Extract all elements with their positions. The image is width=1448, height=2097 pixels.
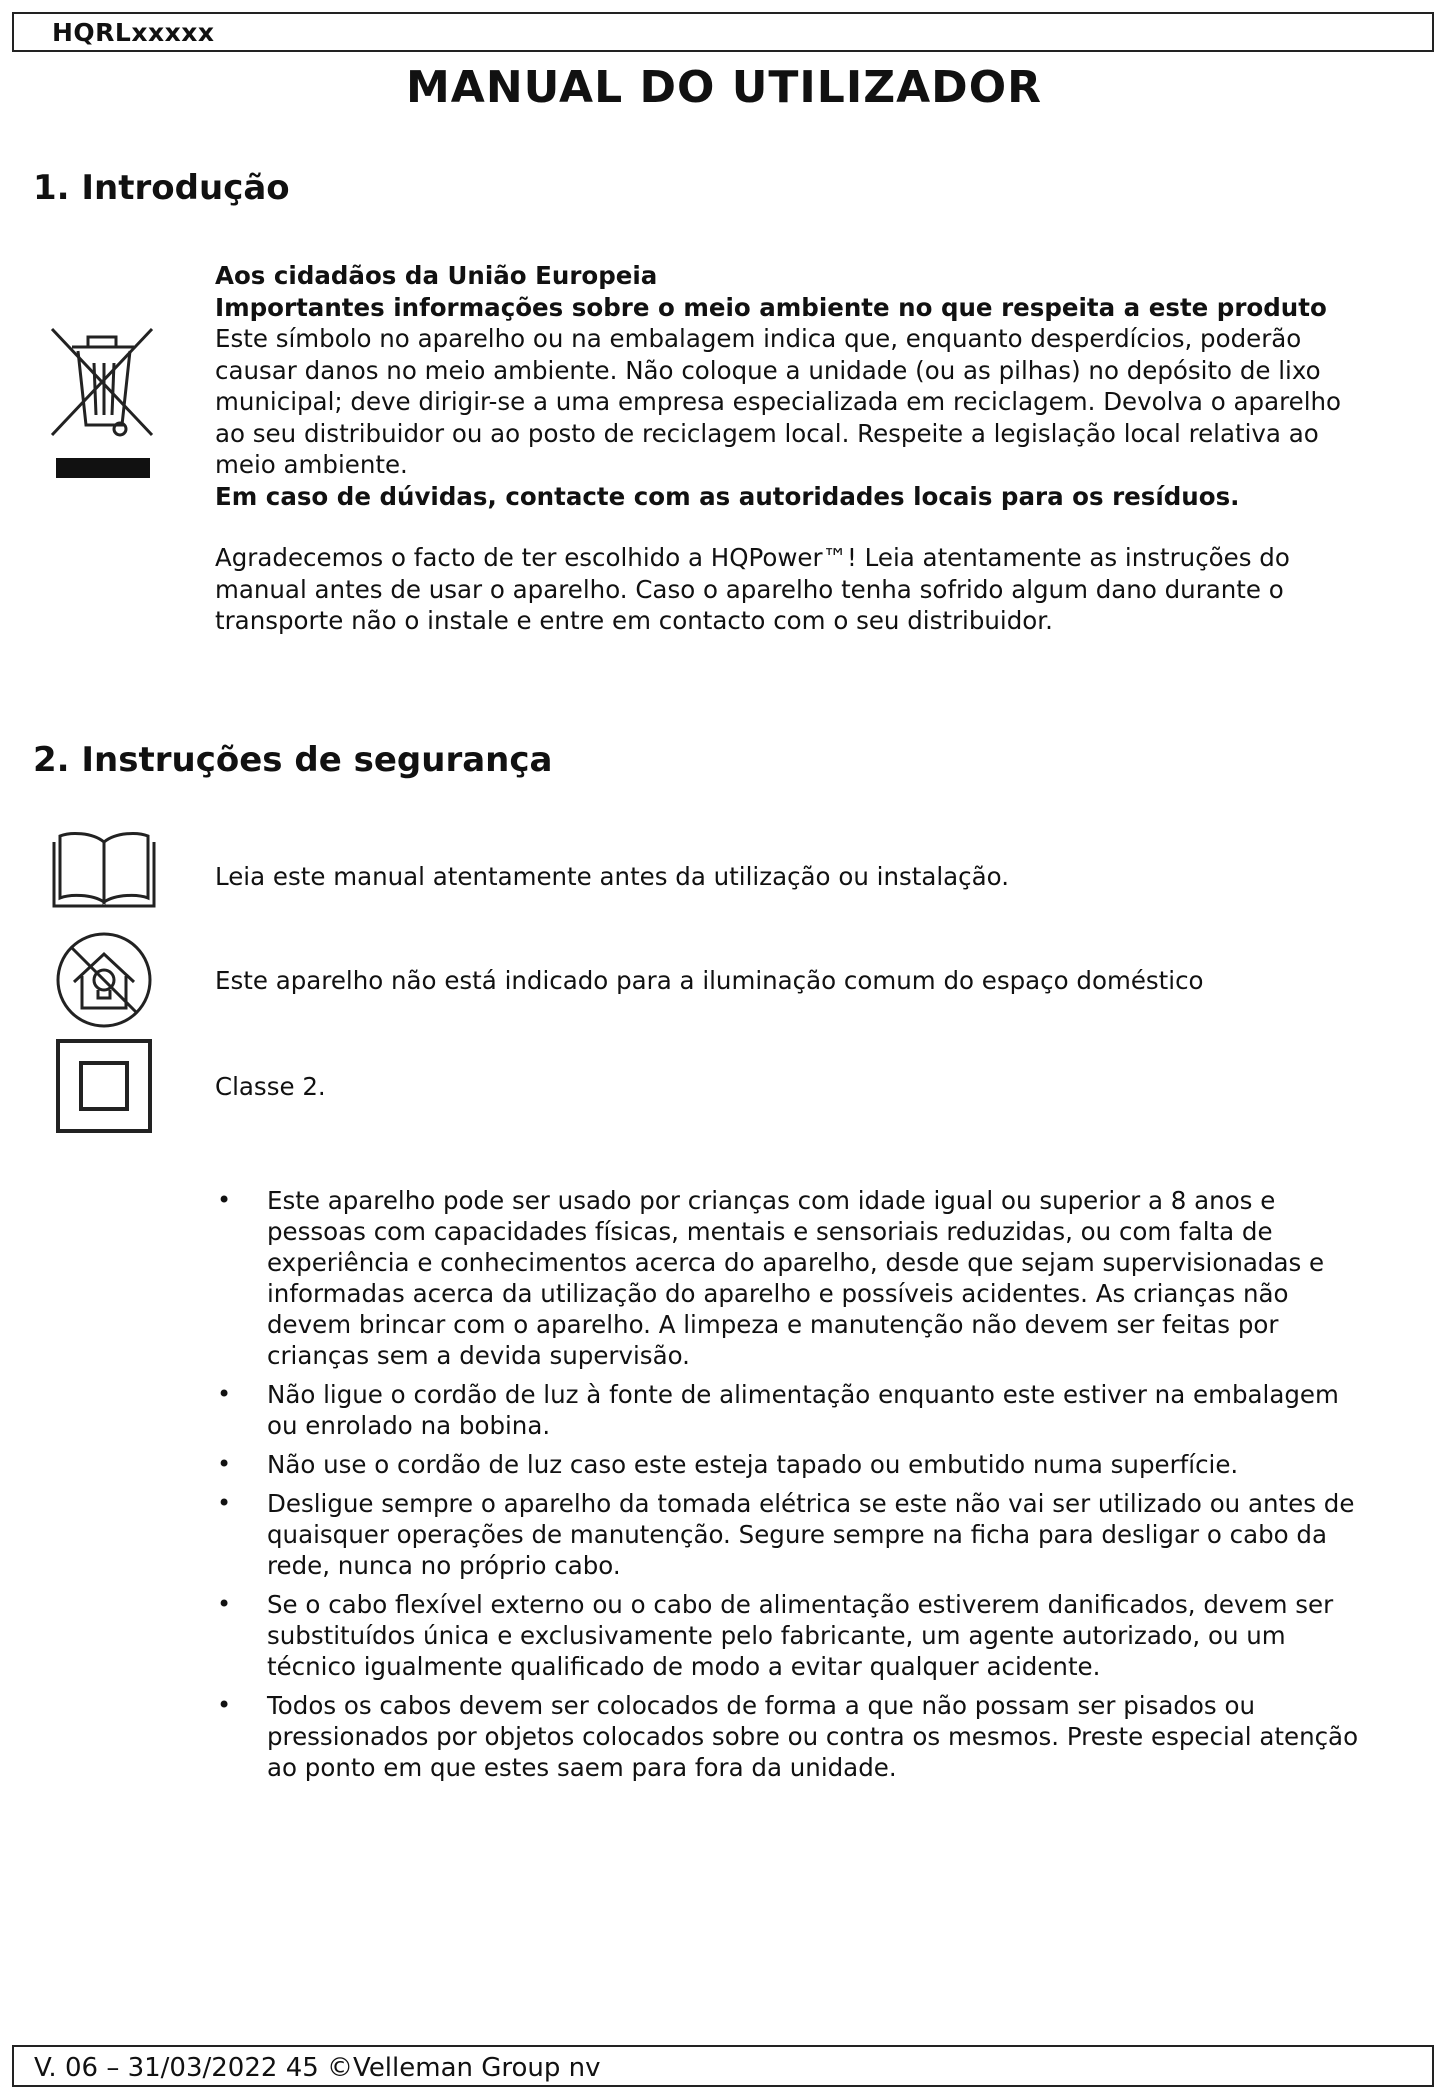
bullet-marker: • <box>217 1186 232 1214</box>
symbol-text-not-household: Este aparelho não está indicado para a iluminação comum do espaço doméstico <box>215 966 1204 995</box>
symbol-text-read-manual: Leia este manual atentamente antes da utilização ou instalação. <box>215 862 1010 891</box>
symbol-text-class-2: Classe 2. <box>215 1072 326 1101</box>
no-household-lighting-icon <box>52 930 156 1030</box>
list-item: • Não use o cordão de luz caso este esteja tapado ou embutido numa superfície. <box>217 1450 1239 1479</box>
class-2-double-square-icon <box>55 1038 153 1134</box>
eu-notice <box>215 260 1365 637</box>
footer-version: V. 06 – 31/03/2022 45 ©Velleman Group nv <box>34 2053 601 2083</box>
list-item: • Se o cabo flexível externo ou o cabo de alimentação estiverem danificados, devem ser substituídos única e exclusivamente pelo fabricante, um agente autorizado, ou um técnico igualmente qualificado de modo a evitar qualquer acidente. <box>217 1590 1334 1681</box>
eu-notice-subheading: Importantes informações sobre o meio ambiente no que respeita a este produto <box>215 292 1327 322</box>
bullet-marker: • <box>217 1380 232 1408</box>
list-item: • Este aparelho pode ser usado por crianças com idade igual ou superior a 8 anos e pessoas com capacidades físicas, mentais e sensoriais reduzidas, ou com falta de experiência e conhecimentos acerca do aparelho, desde que sejam supervisionadas e informadas acerca da utilização do aparelho e possíveis acidentes. As crianças não devem brincar com o aparelho. A limpeza e manutenção não devem ser feitas por crianças sem a devida supervisão. <box>217 1186 1325 1370</box>
product-code: HQRLxxxxx <box>52 18 215 47</box>
bullet-marker: • <box>217 1489 232 1517</box>
page-header <box>12 12 1434 52</box>
section-heading-introduction: 1. Introdução <box>33 168 290 208</box>
eu-notice-contact: Em caso de dúvidas, contacte com as autoridades locais para os resíduos. <box>215 481 1240 511</box>
weee-crossed-bin-icon <box>48 325 158 485</box>
list-item: • Não ligue o cordão de luz à fonte de alimentação enquanto este estiver na embalagem ou enrolado na bobina. <box>217 1380 1339 1440</box>
document-title: MANUAL DO UTILIZADOR <box>406 62 1042 113</box>
list-item: • Desligue sempre o aparelho da tomada elétrica se este não vai ser utilizado ou antes de quaisquer operações de manutenção. Segure sempre na ficha para desligar o cabo da rede, nunca no próprio cabo. <box>217 1489 1355 1580</box>
thanks-paragraph: Agradecemos o facto de ter escolhido a HQPower™! Leia atentamente as instruções do manual antes de usar o aparelho. Caso o aparelho tenha sofrido algum dano durante o transporte não o instale e entre em contacto com o seu distribuidor. <box>215 543 1290 635</box>
section-heading-safety: 2. Instruções de segurança <box>33 740 553 780</box>
open-book-icon <box>52 828 156 908</box>
safety-bullet-list <box>215 1185 1375 1791</box>
bullet-marker: • <box>217 1691 232 1719</box>
page-footer <box>12 2045 1434 2087</box>
list-item: • Todos os cabos devem ser colocados de forma a que não possam ser pisados ou pressionados por objetos colocados sobre ou contra os mesmos. Preste especial atenção ao ponto em que estes saem para fora da unidade. <box>217 1691 1359 1782</box>
eu-notice-body: Este símbolo no aparelho ou na embalagem indica que, enquanto desperdícios, poderão causar danos no meio ambiente. Não coloque a unidade (ou as pilhas) no depósito de lixo municipal; deve dirigir-se a uma empresa especializada em reciclagem. Devolva o aparelho ao seu distribuidor ou ao posto de reciclagem local. Respeite a legislação local relativa ao meio ambiente. <box>215 324 1342 479</box>
bullet-marker: • <box>217 1450 232 1478</box>
bullet-marker: • <box>217 1590 232 1618</box>
eu-notice-heading: Aos cidadãos da União Europeia <box>215 261 658 290</box>
